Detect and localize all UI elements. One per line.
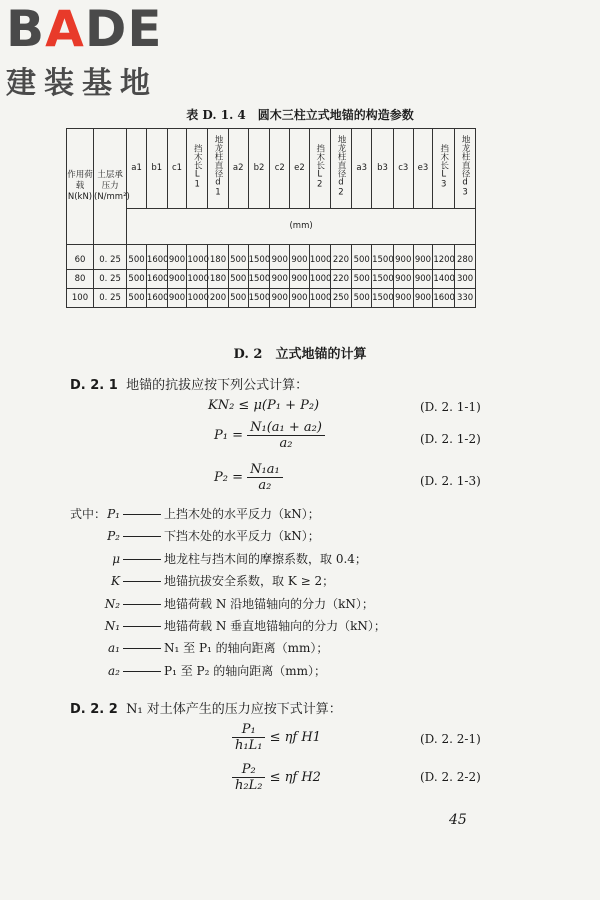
definition-dash bbox=[123, 559, 161, 560]
clause-number: D. 2. 2 bbox=[70, 702, 118, 717]
definition-dash bbox=[123, 604, 161, 605]
table-cell: 500 bbox=[352, 270, 372, 289]
table-cell: 900 bbox=[167, 245, 187, 270]
formula-d213: P₂ = $\frac{\text{N₁a₁}}{\text{a₂}}$ bbox=[214, 462, 283, 493]
table-cell: 200 bbox=[208, 289, 229, 308]
col-header-a3: a3 bbox=[352, 129, 372, 209]
table-cell: 1500 bbox=[248, 289, 270, 308]
numerator: P₂ bbox=[232, 762, 265, 778]
table-cell: 80 bbox=[67, 270, 94, 289]
definition-symbol: N₁ bbox=[104, 618, 120, 633]
col-header-a1: a1 bbox=[127, 129, 147, 209]
table-cell: 60 bbox=[67, 245, 94, 270]
table-cell: 500 bbox=[228, 289, 248, 308]
denominator: h₂L₂ bbox=[235, 778, 263, 793]
clause-d21 bbox=[70, 374, 308, 393]
table-cell: 1200 bbox=[433, 245, 455, 270]
clause-text: 地锚的抗拔应按下列公式计算： bbox=[126, 378, 309, 393]
col-header-c2: c2 bbox=[270, 129, 290, 209]
table-cell: 500 bbox=[228, 270, 248, 289]
table-cell: 900 bbox=[290, 245, 310, 270]
table-cell: 1500 bbox=[248, 270, 270, 289]
equation-number: (D. 2. 2-2) bbox=[420, 770, 481, 784]
table-cell: 1600 bbox=[146, 270, 167, 289]
table-row bbox=[67, 289, 476, 308]
table-caption: 表 D. 1. 4 圆木三柱立式地锚的构造参数 bbox=[186, 108, 414, 122]
table-cell: 900 bbox=[167, 270, 187, 289]
table-cell: 900 bbox=[270, 270, 290, 289]
denominator: a₂ bbox=[279, 436, 293, 451]
col-header-a2: a2 bbox=[228, 129, 248, 209]
definition-text: 上挡木处的水平反力（kN）； bbox=[164, 507, 320, 521]
definition-text: 下挡木处的水平反力（kN）； bbox=[164, 529, 320, 544]
definition-symbol: a₂ bbox=[108, 663, 120, 678]
table-cell: 500 bbox=[127, 270, 147, 289]
definition-symbol: K bbox=[111, 574, 120, 589]
table-cell: 250 bbox=[330, 289, 352, 308]
table-cell: 1000 bbox=[187, 289, 208, 308]
table-cell: 280 bbox=[455, 245, 476, 270]
formula-d222: $\frac{\text{P₂}}{\text{h₂L₂}}$ ≤ ηf H2 bbox=[232, 762, 321, 793]
table-cell: 1000 bbox=[187, 270, 208, 289]
table-cell: 1500 bbox=[372, 289, 394, 308]
table-cell: 1000 bbox=[309, 245, 330, 270]
definition-symbol: P₁ bbox=[107, 507, 120, 521]
logo-wordmark: BADE bbox=[6, 0, 163, 58]
equation-number: (D. 2. 2-1) bbox=[420, 732, 481, 746]
col-header-b2: b2 bbox=[248, 129, 270, 209]
definitions-lead: 式中： bbox=[70, 507, 107, 521]
table-cell: 1500 bbox=[372, 245, 394, 270]
col-header-b1: b1 bbox=[146, 129, 167, 209]
col-header-e2: e2 bbox=[290, 129, 310, 209]
section-title: D. 2 立式地锚的计算 bbox=[233, 347, 367, 362]
definition-symbol: P₂ bbox=[107, 529, 120, 544]
definition-dash bbox=[123, 671, 161, 672]
definition-text: N₁ 至 P₁ 的轴向距离（mm）； bbox=[164, 641, 329, 656]
table-cell: 100 bbox=[67, 289, 94, 308]
table-cell: 500 bbox=[352, 245, 372, 270]
table-cell: 1500 bbox=[248, 245, 270, 270]
parameters-table bbox=[66, 128, 476, 308]
definition-text: P₁ 至 P₂ 的轴向距离（mm）； bbox=[164, 663, 326, 678]
definition-text: 地锚荷载 N 垂直地锚轴向的分力（kN）； bbox=[164, 618, 386, 633]
col-header-load: 作用荷载N(kN) bbox=[67, 129, 94, 245]
table-cell: 500 bbox=[127, 245, 147, 270]
definition-text: 地锚抗拔安全系数，取 K ≥ 2； bbox=[164, 574, 335, 589]
table-cell: 900 bbox=[290, 289, 310, 308]
numerator: N₁(a₁ + a₂) bbox=[247, 420, 325, 436]
equation-number: (D. 2. 1-1) bbox=[420, 400, 481, 414]
definition-item bbox=[70, 503, 386, 525]
definition-dash bbox=[123, 648, 161, 649]
denominator: h₁L₁ bbox=[235, 738, 263, 753]
formula-d221: $\frac{\text{P₁}}{\text{h₁L₁}}$ ≤ ηf H1 bbox=[232, 722, 321, 753]
table-cell: 500 bbox=[352, 289, 372, 308]
table-cell: 1600 bbox=[146, 289, 167, 308]
col-header-soil-pressure: 土层承压力(N/mm²) bbox=[93, 129, 126, 245]
col-header-L3: 挡木长L3 bbox=[433, 129, 455, 209]
definitions-list bbox=[70, 503, 386, 682]
bade-logo bbox=[6, 0, 163, 102]
table-cell: 1600 bbox=[146, 245, 167, 270]
table-cell: 1000 bbox=[309, 289, 330, 308]
table-cell: 220 bbox=[330, 270, 352, 289]
equation-number: (D. 2. 1-2) bbox=[420, 432, 481, 446]
clause-number: D. 2. 1 bbox=[70, 378, 118, 393]
table-cell: 1000 bbox=[309, 270, 330, 289]
table-row bbox=[67, 245, 476, 270]
definition-symbol: N₂ bbox=[104, 596, 120, 611]
table-cell: 900 bbox=[270, 245, 290, 270]
page-number: 45 bbox=[449, 812, 467, 828]
clause-text: N₁ 对土体产生的压力应按下式计算： bbox=[126, 702, 342, 717]
table-cell: 0. 25 bbox=[93, 245, 126, 270]
col-header-d1: 地龙柱直径d1 bbox=[208, 129, 229, 209]
definition-text: 地锚荷载 N 沿地锚轴向的分力（kN）； bbox=[164, 596, 374, 611]
definition-dash bbox=[123, 581, 161, 582]
col-header-e3: e3 bbox=[413, 129, 433, 209]
definition-item bbox=[70, 548, 386, 570]
col-header-c3: c3 bbox=[393, 129, 413, 209]
col-header-d2: 地龙柱直径d2 bbox=[330, 129, 352, 209]
definition-item bbox=[70, 525, 386, 547]
table-cell: 180 bbox=[208, 270, 229, 289]
definition-symbol: μ bbox=[112, 551, 120, 566]
definition-dash bbox=[123, 514, 161, 515]
definition-dash bbox=[123, 626, 161, 627]
table-cell: 180 bbox=[208, 245, 229, 270]
table-cell: 900 bbox=[393, 270, 413, 289]
definition-dash bbox=[123, 536, 161, 537]
table-cell: 0. 25 bbox=[93, 270, 126, 289]
table-cell: 500 bbox=[127, 289, 147, 308]
table-cell: 1000 bbox=[187, 245, 208, 270]
definition-item bbox=[70, 637, 386, 659]
logo-chinese-text: 建装基地 bbox=[6, 66, 158, 101]
clause-d22 bbox=[70, 698, 342, 717]
table-cell: 900 bbox=[413, 270, 433, 289]
definition-symbol: a₁ bbox=[108, 641, 120, 656]
equation-number: (D. 2. 1-3) bbox=[420, 474, 481, 488]
unit-row: (mm) bbox=[127, 209, 476, 245]
table-cell: 900 bbox=[413, 245, 433, 270]
denominator: a₂ bbox=[258, 478, 272, 493]
table-cell: 300 bbox=[455, 270, 476, 289]
formula-d211: KN₂ ≤ μ(P₁ + P₂) bbox=[208, 398, 320, 413]
col-header-b3: b3 bbox=[372, 129, 394, 209]
table-row bbox=[67, 270, 476, 289]
table-cell: 220 bbox=[330, 245, 352, 270]
table-cell: 1400 bbox=[433, 270, 455, 289]
col-header-L2: 挡木长L2 bbox=[309, 129, 330, 209]
table-cell: 900 bbox=[167, 289, 187, 308]
definition-item bbox=[70, 615, 386, 637]
table-cell: 1600 bbox=[433, 289, 455, 308]
table-cell: 900 bbox=[393, 245, 413, 270]
table-cell: 0. 25 bbox=[93, 289, 126, 308]
formula-d212: P₁ = $\frac{\text{N₁(a₁ + a₂)}}{\text{a₂}}$ bbox=[214, 420, 325, 451]
table-cell: 900 bbox=[413, 289, 433, 308]
numerator: P₁ bbox=[232, 722, 265, 738]
table-cell: 900 bbox=[393, 289, 413, 308]
definition-text: 地龙柱与挡木间的摩擦系数，取 0.4； bbox=[164, 551, 367, 566]
table-cell: 500 bbox=[228, 245, 248, 270]
col-header-d3: 地龙柱直径d3 bbox=[455, 129, 476, 209]
table-cell: 900 bbox=[270, 289, 290, 308]
numerator: N₁a₁ bbox=[247, 462, 283, 478]
col-header-c1: c1 bbox=[167, 129, 187, 209]
definition-item bbox=[70, 660, 386, 682]
definition-item bbox=[70, 593, 386, 615]
definition-item bbox=[70, 570, 386, 592]
col-header-L1: 挡木长L1 bbox=[187, 129, 208, 209]
table-cell: 1500 bbox=[372, 270, 394, 289]
table-cell: 330 bbox=[455, 289, 476, 308]
table-cell: 900 bbox=[290, 270, 310, 289]
